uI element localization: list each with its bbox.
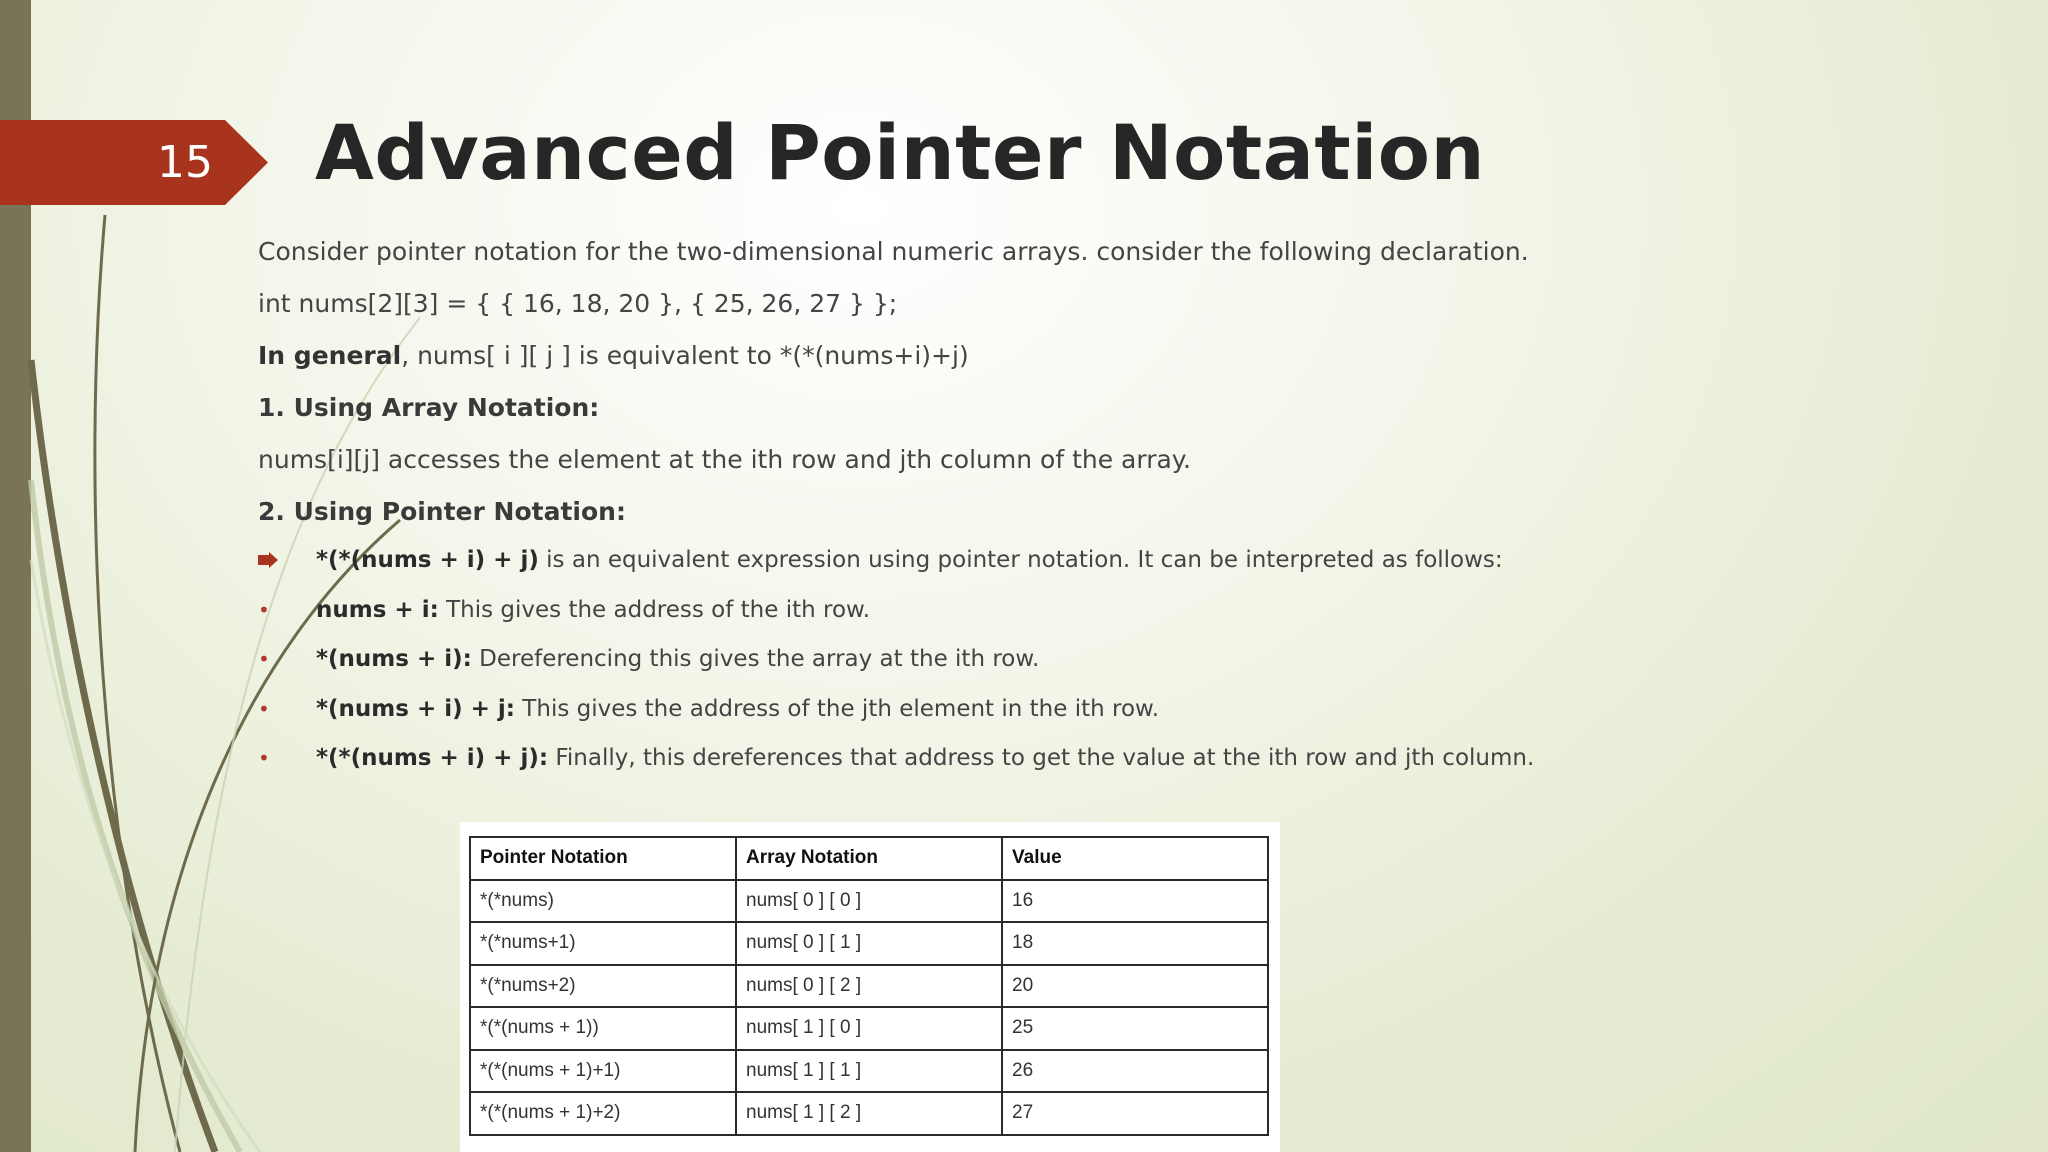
bullet-bold: *(*(nums + i) + j) (316, 547, 539, 573)
table-cell: 20 (1002, 965, 1268, 1008)
table-cell: nums[ 0 ] [ 1 ] (736, 922, 1002, 965)
table-header: Pointer Notation (470, 837, 736, 880)
table-cell: *(*nums) (470, 880, 736, 923)
bullet-text: Dereferencing this gives the array at the ith row. (471, 646, 1040, 672)
slide-number: 15 (157, 137, 213, 188)
bullet-text: is an equivalent expression using pointer notation. It can be interpreted as follows: (538, 547, 1503, 573)
table-cell: 25 (1002, 1007, 1268, 1050)
bullet-dot-icon: • (258, 647, 270, 671)
table-cell: *(*nums+1) (470, 922, 736, 965)
declaration-text: int nums[2][3] = { { 16, 18, 20 }, { 25, 26, 27 } }; (258, 289, 898, 318)
bullet-dot-icon: • (258, 597, 270, 622)
table-cell: nums[ 0 ] [ 0 ] (736, 880, 1002, 923)
table-cell: 18 (1002, 922, 1268, 965)
general-rest: , nums[ i ][ j ] is equivalent to *(*(nums+i)+j) (401, 341, 969, 370)
general-bold: In general (258, 341, 402, 370)
bullet-item (258, 742, 1978, 792)
arrow-icon (258, 552, 278, 568)
notation-table (469, 836, 1269, 1136)
table-header: Array Notation (736, 837, 1002, 880)
table-cell: nums[ 1 ] [ 1 ] (736, 1050, 1002, 1093)
bullet-item (258, 544, 1978, 594)
bullet-item (258, 594, 1978, 644)
table-cell: *(*nums+2) (470, 965, 736, 1008)
table-cell: 27 (1002, 1092, 1268, 1135)
bullet-item (258, 643, 1978, 693)
bullet-bold: *(nums + i) + j: (316, 695, 515, 722)
bullet-bold: *(*(nums + i) + j): (316, 745, 549, 771)
table-cell: nums[ 0 ] [ 2 ] (736, 965, 1002, 1008)
table-cell: *(*(nums + 1)) (470, 1007, 736, 1050)
bullet-item (258, 693, 1978, 743)
table-cell: *(*(nums + 1)+1) (470, 1050, 736, 1093)
heading-pointer-notation: 2. Using Pointer Notation: (258, 497, 626, 526)
bullet-bold: *(nums + i): (316, 646, 472, 672)
general-text (258, 336, 1978, 388)
bullet-text: This gives the address of the ith row. (438, 596, 871, 623)
slide-body (258, 232, 1978, 792)
table-row (470, 1092, 1268, 1135)
table-row (470, 1050, 1268, 1093)
table-cell: 26 (1002, 1050, 1268, 1093)
bullet-dot-icon: • (258, 746, 270, 770)
heading-array-notation: 1. Using Array Notation: (258, 393, 600, 422)
bullet-text: Finally, this dereferences that address to get the value at the ith row and jth column. (548, 745, 1535, 771)
bullet-bold: nums + i: (316, 596, 439, 623)
notation-table-image (460, 822, 1280, 1152)
table-row (470, 965, 1268, 1008)
array-notation-desc: nums[i][j] accesses the element at the ith row and jth column of the array. (258, 445, 1191, 474)
bullet-text: This gives the address of the jth element in the ith row. (515, 695, 1160, 722)
table-header: Value (1002, 837, 1268, 880)
table-cell: nums[ 1 ] [ 2 ] (736, 1092, 1002, 1135)
bullet-dot-icon: • (258, 696, 270, 721)
table-row (470, 922, 1268, 965)
table-header-row (470, 837, 1268, 880)
table-cell: 16 (1002, 880, 1268, 923)
table-row (470, 1007, 1268, 1050)
table-cell: *(*(nums + 1)+2) (470, 1092, 736, 1135)
intro-text: Consider pointer notation for the two-dimensional numeric arrays. consider the following declaration. (258, 237, 1529, 266)
slide-title: Advanced Pointer Notation (315, 108, 1486, 197)
table-row (470, 880, 1268, 923)
table-cell: nums[ 1 ] [ 0 ] (736, 1007, 1002, 1050)
